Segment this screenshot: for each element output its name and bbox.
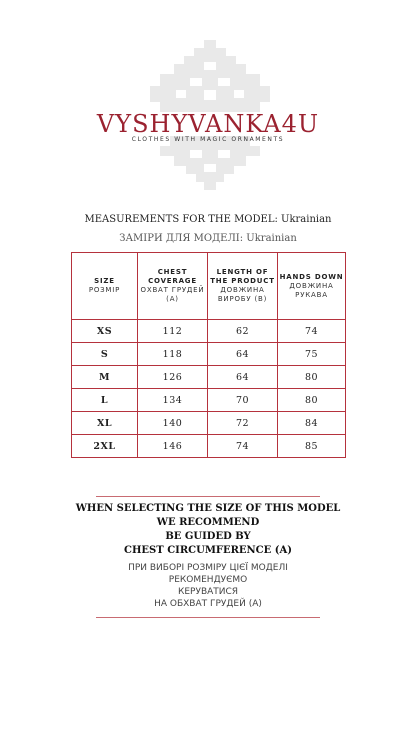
size-cell: XS bbox=[72, 320, 138, 343]
chest-cell: 140 bbox=[138, 412, 208, 435]
size-cell: L bbox=[72, 389, 138, 412]
recommendation-ukrainian bbox=[0, 562, 416, 610]
chest-cell: 134 bbox=[138, 389, 208, 412]
chest-cell: 112 bbox=[138, 320, 208, 343]
length-cell: 70 bbox=[208, 389, 278, 412]
recommendation-line: НА ОБХВАТ ГРУДЕЙ (А) bbox=[154, 599, 262, 609]
size-cell: M bbox=[72, 366, 138, 389]
table-row bbox=[72, 435, 346, 458]
table-row bbox=[72, 412, 346, 435]
recommendation-line: РЕКОМЕНДУЄМО bbox=[168, 575, 248, 585]
recommendation-english bbox=[0, 502, 416, 558]
header-sleeve-en: HANDS DOWN bbox=[279, 272, 344, 281]
chest-cell: 126 bbox=[138, 366, 208, 389]
sleeve-cell: 80 bbox=[278, 389, 346, 412]
title-english: MEASUREMENTS FOR THE MODEL: Ukrainian bbox=[84, 214, 332, 225]
divider-bottom bbox=[96, 617, 320, 618]
size-cell: 2XL bbox=[72, 435, 138, 458]
table-row bbox=[72, 366, 346, 389]
sleeve-cell: 85 bbox=[278, 435, 346, 458]
chest-cell: 118 bbox=[138, 343, 208, 366]
size-table bbox=[71, 252, 346, 458]
header-size bbox=[72, 253, 138, 320]
length-cell: 64 bbox=[208, 366, 278, 389]
header-length-en-1: LENGTH OF bbox=[216, 268, 269, 276]
size-cell: S bbox=[72, 343, 138, 366]
header-chest-ua-1: ОХВАТ ГРУДЕЙ bbox=[140, 286, 205, 294]
brand-tagline: CLOTHES WITH MAGIC ORNAMENTS bbox=[131, 136, 285, 143]
table-row bbox=[72, 389, 346, 412]
header-size-en: SIZE bbox=[94, 277, 115, 285]
header-sleeve bbox=[278, 253, 346, 320]
header-length-ua-2: ВИРОБУ (В) bbox=[217, 295, 268, 303]
recommendation-line: BE GUIDED BY bbox=[165, 531, 251, 542]
recommendation-line: КЕРУВАТИСЯ bbox=[177, 587, 239, 597]
recommendation-line: WE RECOMMEND bbox=[156, 517, 260, 528]
length-cell: 64 bbox=[208, 343, 278, 366]
sleeve-cell: 75 bbox=[278, 343, 346, 366]
header-sleeve-ua-2: РУКАВА bbox=[295, 290, 328, 299]
header-chest-ua-2: (А) bbox=[166, 295, 179, 303]
recommendation-line: CHEST CIRCUMFERENCE (A) bbox=[124, 545, 292, 556]
chest-cell: 146 bbox=[138, 435, 208, 458]
size-table-header bbox=[72, 253, 346, 320]
brand-logo bbox=[0, 0, 416, 200]
recommendation-line: WHEN SELECTING THE SIZE OF THIS MODEL bbox=[75, 503, 341, 514]
size-cell: XL bbox=[72, 412, 138, 435]
length-cell: 72 bbox=[208, 412, 278, 435]
header-length bbox=[208, 253, 278, 320]
title-ukrainian: ЗАМІРИ ДЛЯ МОДЕЛІ: Ukrainian bbox=[119, 233, 297, 244]
header-length-en-2: THE PRODUCT bbox=[210, 277, 275, 285]
header-length-ua-1: ДОВЖИНА bbox=[220, 286, 265, 294]
brand-name: VYSHYVANKA4U bbox=[96, 110, 320, 138]
header-chest-en-2: COVERAGE bbox=[148, 277, 197, 285]
divider-top bbox=[96, 496, 320, 497]
table-row bbox=[72, 343, 346, 366]
recommendation-line: ПРИ ВИБОРІ РОЗМІРУ ЦІЄЇ МОДЕЛІ bbox=[128, 563, 288, 573]
sleeve-cell: 80 bbox=[278, 366, 346, 389]
header-chest bbox=[138, 253, 208, 320]
header-chest-en-1: CHEST bbox=[157, 268, 188, 276]
table-row bbox=[72, 320, 346, 343]
length-cell: 74 bbox=[208, 435, 278, 458]
sleeve-cell: 74 bbox=[278, 320, 346, 343]
sleeve-cell: 84 bbox=[278, 412, 346, 435]
header-sleeve-ua-1: ДОВЖИНА bbox=[289, 281, 334, 290]
header-size-ua: РОЗМІР bbox=[88, 286, 121, 294]
length-cell: 62 bbox=[208, 320, 278, 343]
